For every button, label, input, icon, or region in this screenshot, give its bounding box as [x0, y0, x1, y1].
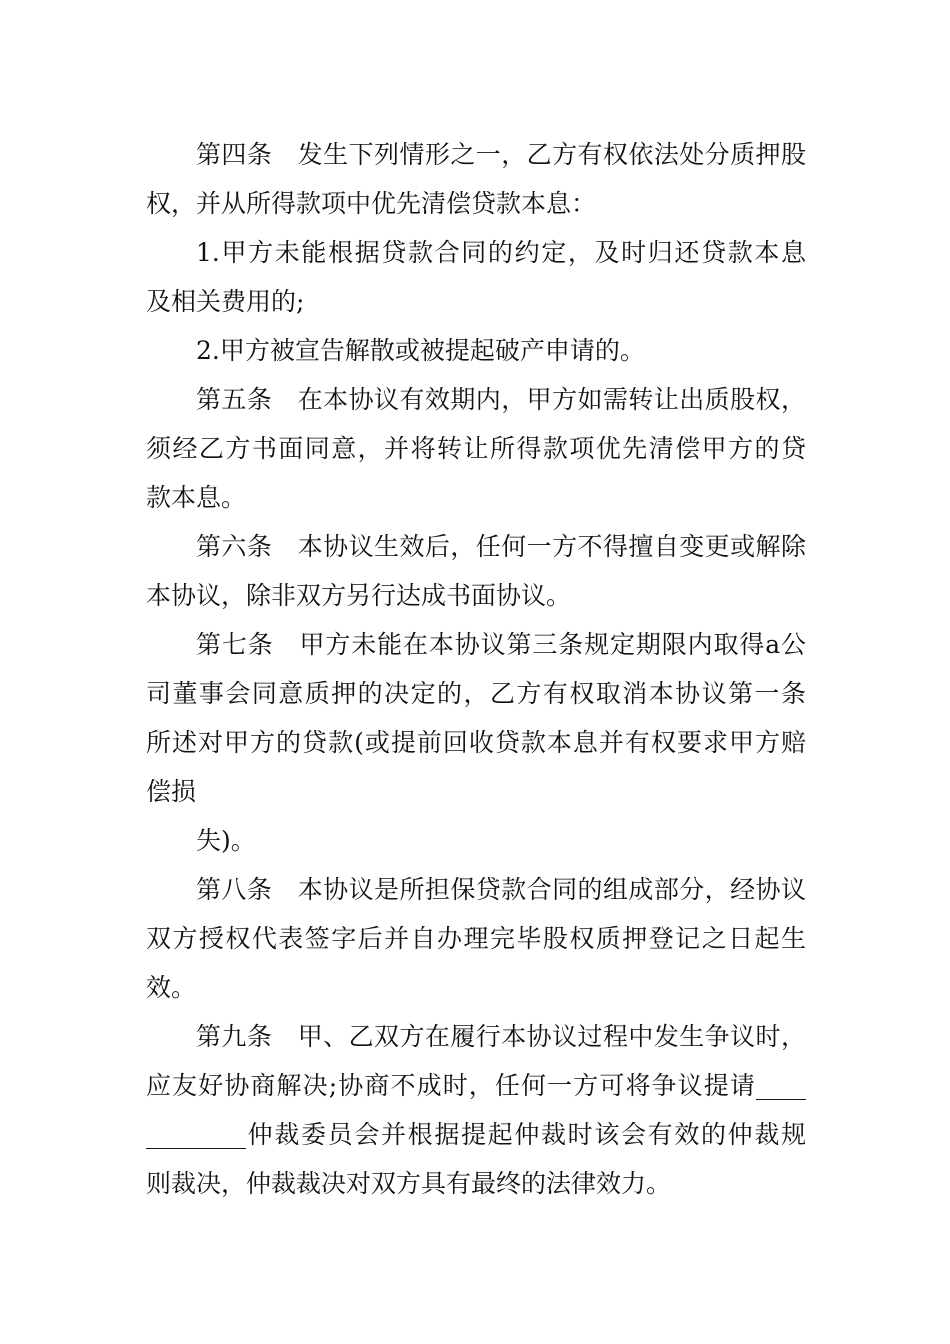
- text-line: 第五条 在本协议有效期内，甲方如需转让出质股权，: [196, 385, 806, 414]
- text-line: 偿损: [146, 777, 197, 806]
- text-line: 权，并从所得款项中优先清偿贷款本息：: [146, 189, 597, 218]
- text-line: 第八条 本协议是所担保贷款合同的组成部分，经协议: [196, 875, 806, 904]
- text-line: 效。: [146, 973, 197, 1002]
- text-line: 第七条 甲方未能在本协议第三条规定期限内取得a公: [196, 630, 806, 659]
- text-line: 及相关费用的;: [146, 287, 305, 316]
- text-line: 双方授权代表签字后并自办理完毕股权质押登记之日起生: [146, 924, 806, 953]
- text-line: 第四条 发生下列情形之一，乙方有权依法处分质押股: [196, 140, 806, 169]
- text-line: 第六条 本协议生效后，任何一方不得擅自变更或解除: [196, 532, 806, 561]
- text-line: 1.甲方未能根据贷款合同的约定，及时归还贷款本息: [196, 238, 806, 267]
- text-line: 第九条 甲、乙双方在履行本协议过程中发生争议时，: [196, 1022, 806, 1051]
- text-line: 须经乙方书面同意，并将转让所得款项优先清偿甲方的贷: [146, 434, 806, 463]
- text-line: 司董事会同意质押的决定的，乙方有权取消本协议第一条: [146, 679, 806, 708]
- text-line: 所述对甲方的贷款(或提前回收贷款本息并有权要求甲方赔: [146, 728, 806, 757]
- text-line: 则裁决，仲裁裁决对双方具有最终的法律效力。: [146, 1169, 672, 1198]
- text-line: ________仲裁委员会并根据提起仲裁时该会有效的仲裁规: [146, 1120, 806, 1149]
- agreement-text-body: [146, 130, 806, 1208]
- text-line: 应友好协商解决;协商不成时，任何一方可将争议提请____: [146, 1071, 806, 1100]
- text-line: 2.甲方被宣告解散或被提起破产申请的。: [196, 336, 645, 365]
- text-line: 款本息。: [146, 483, 247, 512]
- text-line: 失)。: [196, 826, 256, 855]
- text-line: 本协议，除非双方另行达成书面协议。: [146, 581, 572, 610]
